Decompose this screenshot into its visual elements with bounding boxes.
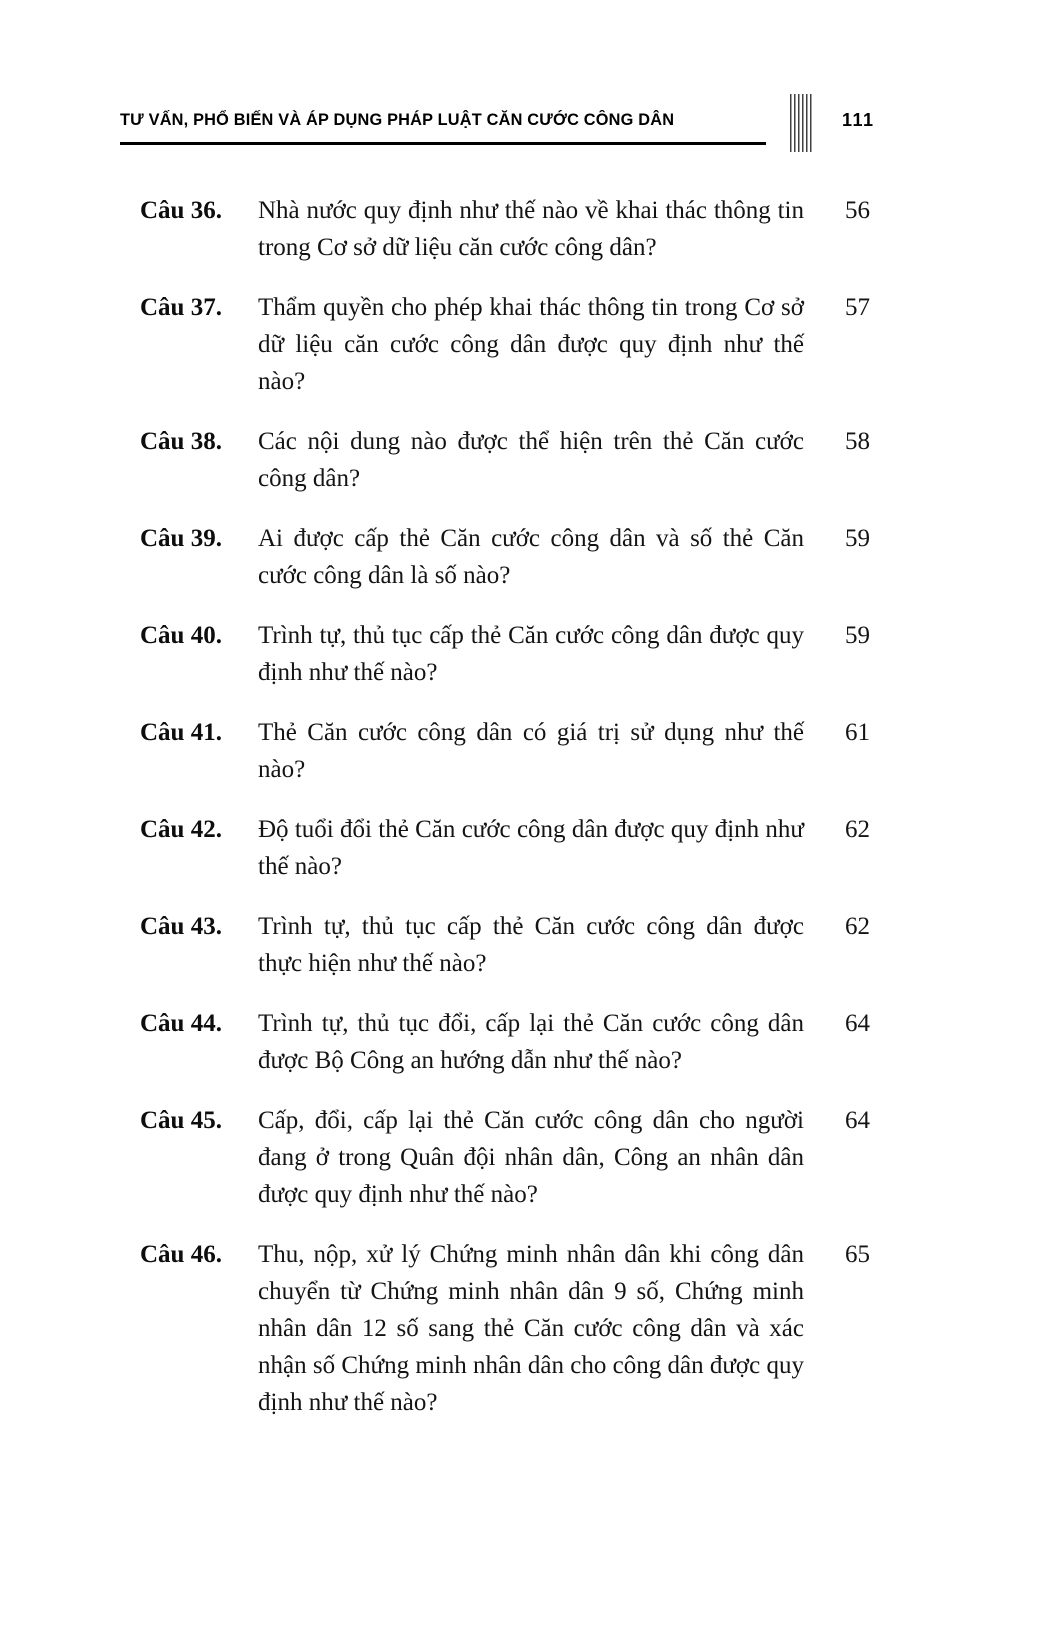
toc-entry-page: 62	[845, 816, 870, 843]
toc-entry-text: Trình tự, thủ tục đổi, cấp lại thẻ Căn cước công dân được Bộ Công an hướng dẫn như thế nào?	[258, 1010, 804, 1074]
toc-entry	[140, 1236, 870, 1421]
toc-entry-label: Câu 37.	[140, 294, 222, 321]
toc-entry	[140, 192, 870, 266]
toc-entry-text: Các nội dung nào được thể hiện trên thẻ Căn cước công dân?	[258, 428, 804, 492]
toc-entry-label: Câu 44.	[140, 1010, 222, 1037]
toc-entry-label: Câu 42.	[140, 816, 222, 843]
toc-entry-label: Câu 39.	[140, 525, 222, 552]
decorative-hatch-icon	[790, 94, 812, 152]
toc-entry-text: Thẩm quyền cho phép khai thác thông tin trong Cơ sở dữ liệu căn cước công dân được quy định như thế nào?	[258, 294, 804, 395]
toc-entry-page: 57	[845, 294, 870, 321]
toc-entry-text: Nhà nước quy định như thế nào về khai thác thông tin trong Cơ sở dữ liệu căn cước công dân?	[258, 197, 804, 261]
toc-entry-page: 61	[845, 719, 870, 746]
page-header	[120, 110, 920, 160]
toc-entry-text: Cấp, đổi, cấp lại thẻ Căn cước công dân cho người đang ở trong Quân đội nhân dân, Công an nhân dân được quy định như thế nào?	[258, 1107, 804, 1208]
toc-entry	[140, 811, 870, 885]
toc-entry-text: Thu, nộp, xử lý Chứng minh nhân dân khi công dân chuyển từ Chứng minh nhân dân 9 số, Chứng minh nhân dân 12 số sang thẻ Căn cước công dân và xác nhận số Chứng minh nhân dân cho công dân được quy định như thế nào?	[258, 1241, 804, 1416]
toc-entry-text: Trình tự, thủ tục cấp thẻ Căn cước công dân được quy định như thế nào?	[258, 622, 804, 686]
toc-entry	[140, 714, 870, 788]
toc-entry-text: Ai được cấp thẻ Căn cước công dân và số thẻ Căn cước công dân là số nào?	[258, 525, 804, 589]
toc-entry-label: Câu 46.	[140, 1241, 222, 1268]
toc-entry-page: 62	[845, 913, 870, 940]
toc-entry	[140, 289, 870, 400]
toc-entry-label: Câu 43.	[140, 913, 222, 940]
toc-entry-label: Câu 40.	[140, 622, 222, 649]
toc-entry	[140, 1102, 870, 1213]
toc-entry-text: Trình tự, thủ tục cấp thẻ Căn cước công dân được thực hiện như thế nào?	[258, 913, 804, 977]
toc-entry	[140, 520, 870, 594]
toc-entry	[140, 423, 870, 497]
toc-entry	[140, 617, 870, 691]
toc-entry-page: 64	[845, 1010, 870, 1037]
toc-entry-label: Câu 41.	[140, 719, 222, 746]
toc-entry-text: Thẻ Căn cước công dân có giá trị sử dụng như thế nào?	[258, 719, 804, 783]
table-of-contents	[140, 192, 870, 1444]
toc-entry-page: 65	[845, 1241, 870, 1268]
toc-entry-page: 64	[845, 1107, 870, 1134]
page-number: 111	[842, 110, 875, 130]
header-rule	[120, 142, 766, 145]
toc-entry-text: Độ tuổi đổi thẻ Căn cước công dân được quy định như thế nào?	[258, 816, 804, 880]
toc-entry-label: Câu 38.	[140, 428, 222, 455]
toc-entry	[140, 1005, 870, 1079]
toc-entry-page: 59	[845, 525, 870, 552]
running-title: TƯ VẤN, PHỔ BIẾN VÀ ÁP DỤNG PHÁP LUẬT CĂN CƯỚC CÔNG DÂN	[120, 110, 675, 129]
toc-entry-label: Câu 45.	[140, 1107, 222, 1134]
toc-entry-page: 58	[845, 428, 870, 455]
toc-entry-page: 56	[845, 197, 870, 224]
toc-entry	[140, 908, 870, 982]
toc-entry-label: Câu 36.	[140, 197, 222, 224]
toc-entry-page: 59	[845, 622, 870, 649]
